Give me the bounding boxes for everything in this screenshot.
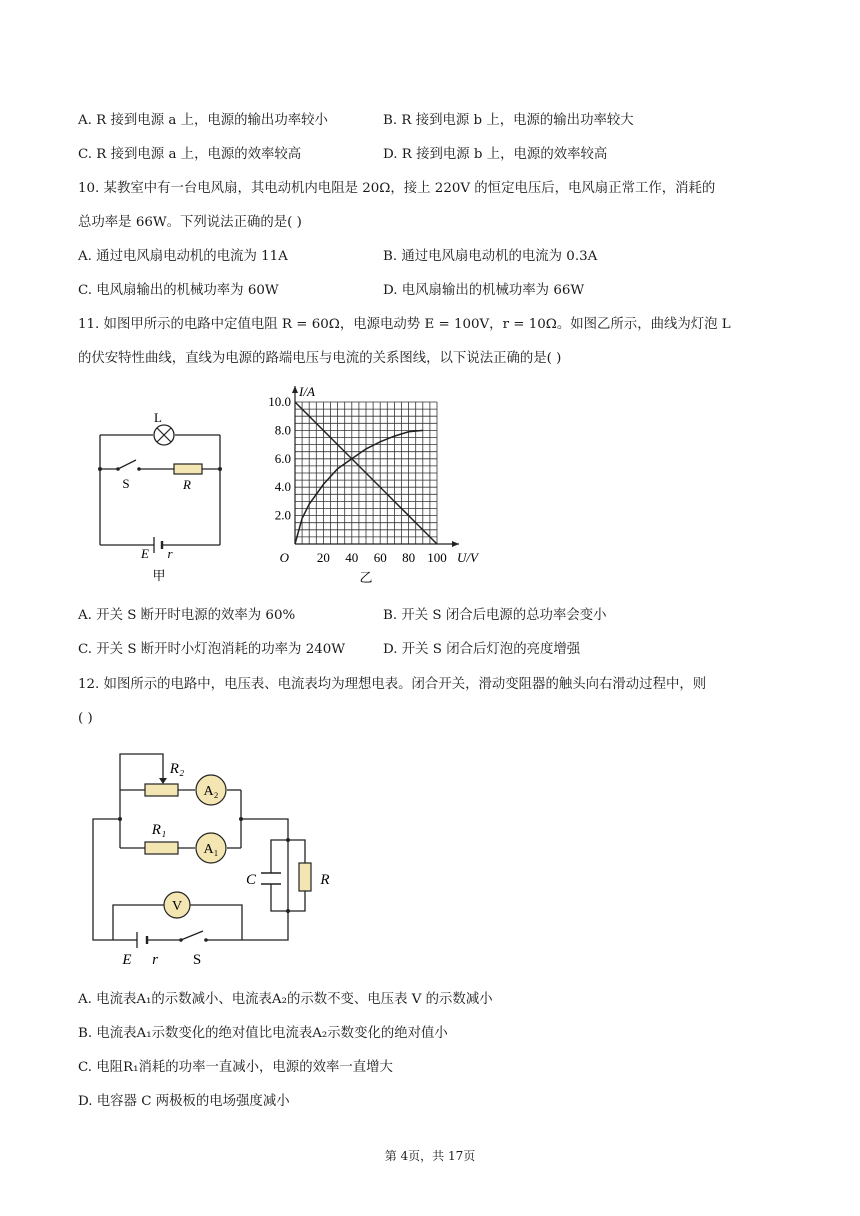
x-tick-label: 60 [373,550,387,565]
y-tick-label: 10.0 [268,394,291,409]
a2-label: A₂ [203,784,219,799]
lamp-label: L [154,410,162,425]
lamp-icon [154,425,174,445]
q12-stem-line2: ( ) [78,711,93,726]
x-tick-label: 20 [316,550,330,565]
y-tick-label: 4.0 [274,479,291,495]
q10-stem-line2: 总功率是 66W。下列说法正确的是( ) [78,215,302,230]
resistor-r1-icon [145,842,178,854]
q9-option-c: C. R 接到电源 a 上，电源的效率较高 [78,147,302,162]
q12-option-b: B. 电流表A₁示数变化的绝对值比电流表A₂示数变化的绝对值小 [78,1026,448,1041]
q10-option-b: B. 通过电风扇电动机的电流为 0.3A [383,249,598,264]
origin-label: O [279,550,289,565]
figure-caption-jia: 甲 [152,568,166,583]
q11-stem-line1: 11. 如图甲所示的电路中定值电阻 R = 60Ω，电源电动势 E = 100V，r = 10Ω。如图乙所示，曲线为灯泡 L [78,317,731,332]
rheostat-r2-icon [145,784,178,796]
q12-option-c: C. 电阻R₁消耗的功率一直减小，电源的效率一直增大 [78,1060,393,1075]
q10-option-a: A. 通过电风扇电动机的电流为 11A [78,249,288,264]
switch-label: S [122,476,130,491]
q9-option-d: D. R 接到电源 b 上，电源的效率较高 [383,147,608,162]
small-r-label: r [152,952,158,968]
q11-option-a: A. 开关 S 断开时电源的效率为 60% [78,608,296,623]
x-tick-label: 80 [402,550,416,565]
y-tick-label: 2.0 [274,507,291,523]
q10-stem-line1: 10. 某教室中有一台电风扇，其电动机内电阻是 20Ω，接上 220V 的恒定电压后，电风扇正常工作，消耗的 [78,181,716,196]
q11-stem-line2: 的伏安特性曲线，直线为电源的路端电压与电流的关系图线，以下说法正确的是( ) [78,351,562,366]
v-label: V [171,899,183,914]
q11-option-c: C. 开关 S 断开时小灯泡消耗的功率为 240W [78,642,346,657]
q9-option-b: B. R 接到电源 b 上，电源的输出功率较大 [383,113,634,128]
q10-option-c: C. 电风扇输出的机械功率为 60W [78,283,279,298]
battery-icon [154,537,162,553]
r2-label: R₂ [169,761,185,777]
x-tick-label: 40 [345,550,359,565]
e-label: E [122,952,132,968]
q12-stem-line1: 12. 如图所示的电路中，电压表、电流表均为理想电表。闭合开关，滑动变阻器的触头向右滑动过程中，则 [78,677,707,692]
q9-option-a: A. R 接到电源 a 上，电源的输出功率较小 [78,113,328,128]
a1-label: A₁ [203,842,219,857]
internal-resistance-label: r [167,546,173,561]
junction-dot [98,467,102,471]
resistor-r-icon [299,863,311,891]
c-label: C [245,872,257,888]
y-tick-label: 6.0 [274,450,291,466]
s-label: S [192,952,202,968]
y-axis-arrow-icon [292,386,298,393]
q11-option-b: B. 开关 S 闭合后电源的总功率会变小 [383,608,607,623]
x-tick-label: 100 [427,550,447,565]
page-footer: 第 4页，共 17页 [384,1149,476,1163]
q11-option-d: D. 开关 S 闭合后灯泡的亮度增强 [383,642,581,657]
slider-arrow-icon [159,778,167,784]
resistor-icon [174,464,202,474]
q10-option-d: D. 电风扇输出的机械功率为 66W [383,283,585,298]
y-tick-label: 8.0 [274,422,291,438]
battery-icon [137,932,147,948]
r1-label: R₁ [151,822,167,838]
emf-label: E [141,546,149,561]
q11-iu-graph [255,378,495,586]
figure-caption-yi: 乙 [359,570,373,585]
q12-option-a: A. 电流表A₁的示数减小、电流表A₂的示数不变、电压表 V 的示数减小 [78,992,493,1007]
q12-circuit-diagram [85,748,345,973]
resistor-label: R [183,477,191,492]
x-axis-arrow-icon [452,541,459,547]
r-label: R [320,872,330,888]
q11-circuit-diagram [90,400,240,590]
junction-dot [218,467,222,471]
y-axis-label: I/A [299,384,315,399]
x-axis-label: U/V [457,550,478,565]
capacitor-icon [261,873,281,884]
q12-option-d: D. 电容器 C 两极板的电场强度减小 [78,1094,290,1109]
